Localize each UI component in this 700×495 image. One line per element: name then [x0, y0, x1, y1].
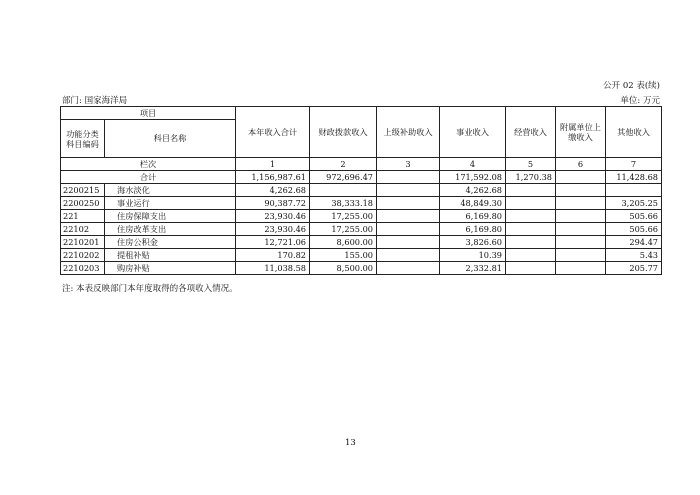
row-value: 6,169.80 [440, 210, 506, 223]
table-row [61, 197, 662, 210]
row-value: 17,255.00 [310, 210, 377, 223]
row-value: 505.66 [606, 210, 662, 223]
row-name: 提租补贴 [105, 249, 236, 262]
row-value: 11,428.68 [606, 171, 662, 184]
row-value: 2,332.81 [440, 262, 506, 275]
column-number: 1 [236, 158, 310, 171]
table-row [61, 210, 662, 223]
row-name: 住房改革支出 [105, 223, 236, 236]
item-group-header: 项目 [61, 107, 236, 120]
row-name: 住房公积金 [105, 236, 236, 249]
index-row-label: 栏次 [61, 158, 236, 171]
row-code: 2210201 [61, 236, 105, 249]
row-value: 3,826.60 [440, 236, 506, 249]
row-value [506, 262, 556, 275]
row-value [310, 184, 377, 197]
row-code: 22102 [61, 223, 105, 236]
row-value: 12,721.06 [236, 236, 310, 249]
row-value: 23,930.46 [236, 210, 310, 223]
table-row [61, 184, 662, 197]
column-header: 附属单位上缴收入 [556, 107, 606, 158]
column-number: 4 [440, 158, 506, 171]
table-row [61, 249, 662, 262]
row-value [556, 171, 606, 184]
table-row [61, 236, 662, 249]
income-table [60, 106, 662, 275]
row-value: 155.00 [310, 249, 377, 262]
row-value [377, 210, 440, 223]
table-row [61, 262, 662, 275]
row-value: 6,169.80 [440, 223, 506, 236]
row-value [556, 197, 606, 210]
row-code: 2210203 [61, 262, 105, 275]
unit-label: 单位: 万元 [620, 96, 660, 106]
row-value: 17,255.00 [310, 223, 377, 236]
name-header: 科目名称 [105, 120, 236, 158]
form-id: 公开 02 表(续) [603, 81, 660, 91]
row-value [506, 249, 556, 262]
row-value: 170.82 [236, 249, 310, 262]
row-value [506, 210, 556, 223]
row-value [377, 236, 440, 249]
table-row [61, 171, 662, 184]
row-value [606, 184, 662, 197]
row-code: 2200250 [61, 197, 105, 210]
column-header: 财政拨款收入 [310, 107, 377, 158]
row-value: 3,205.25 [606, 197, 662, 210]
column-header: 本年收入合计 [236, 107, 310, 158]
row-value: 8,600.00 [310, 236, 377, 249]
row-value: 48,849.30 [440, 197, 506, 210]
table-row [61, 223, 662, 236]
row-value: 294.47 [606, 236, 662, 249]
row-value [556, 223, 606, 236]
row-code: 2200215 [61, 184, 105, 197]
row-code: 221 [61, 210, 105, 223]
column-number: 6 [556, 158, 606, 171]
row-name: 住房保障支出 [105, 210, 236, 223]
row-value [556, 262, 606, 275]
column-number: 7 [606, 158, 662, 171]
row-value: 972,696.47 [310, 171, 377, 184]
row-value [556, 210, 606, 223]
row-value [377, 223, 440, 236]
column-number: 2 [310, 158, 377, 171]
column-header: 其他收入 [606, 107, 662, 158]
row-value: 4,262.68 [236, 184, 310, 197]
column-header: 经营收入 [506, 107, 556, 158]
row-value [556, 184, 606, 197]
row-value: 10.39 [440, 249, 506, 262]
row-value: 8,500.00 [310, 262, 377, 275]
row-value [377, 197, 440, 210]
row-value [506, 184, 556, 197]
row-name: 购房补贴 [105, 262, 236, 275]
row-value: 38,333.18 [310, 197, 377, 210]
row-value: 90,387.72 [236, 197, 310, 210]
row-value: 171,592.08 [440, 171, 506, 184]
table-note: 注: 本表反映部门本年度取得的各项收入情况。 [62, 284, 238, 294]
department-label: 部门: 国家海洋局 [62, 96, 128, 106]
column-number: 3 [377, 158, 440, 171]
row-code: 2210202 [61, 249, 105, 262]
page-number: 13 [345, 438, 356, 448]
column-header: 事业收入 [440, 107, 506, 158]
row-value [377, 262, 440, 275]
row-value: 11,038.58 [236, 262, 310, 275]
column-number: 5 [506, 158, 556, 171]
row-value: 23,930.46 [236, 223, 310, 236]
row-name: 合计 [61, 171, 236, 184]
row-value [506, 197, 556, 210]
row-value [377, 171, 440, 184]
column-header: 上级补助收入 [377, 107, 440, 158]
code-header: 功能分类科目编码 [61, 120, 105, 158]
row-value [556, 249, 606, 262]
row-value [556, 236, 606, 249]
row-name: 海水淡化 [105, 184, 236, 197]
row-value [506, 223, 556, 236]
row-value: 205.77 [606, 262, 662, 275]
row-value [377, 184, 440, 197]
row-value: 1,156,987.61 [236, 171, 310, 184]
row-name: 事业运行 [105, 197, 236, 210]
row-value: 4,262.68 [440, 184, 506, 197]
row-value: 505.66 [606, 223, 662, 236]
row-value: 1,270.38 [506, 171, 556, 184]
row-value [377, 249, 440, 262]
row-value [506, 236, 556, 249]
row-value: 5.43 [606, 249, 662, 262]
